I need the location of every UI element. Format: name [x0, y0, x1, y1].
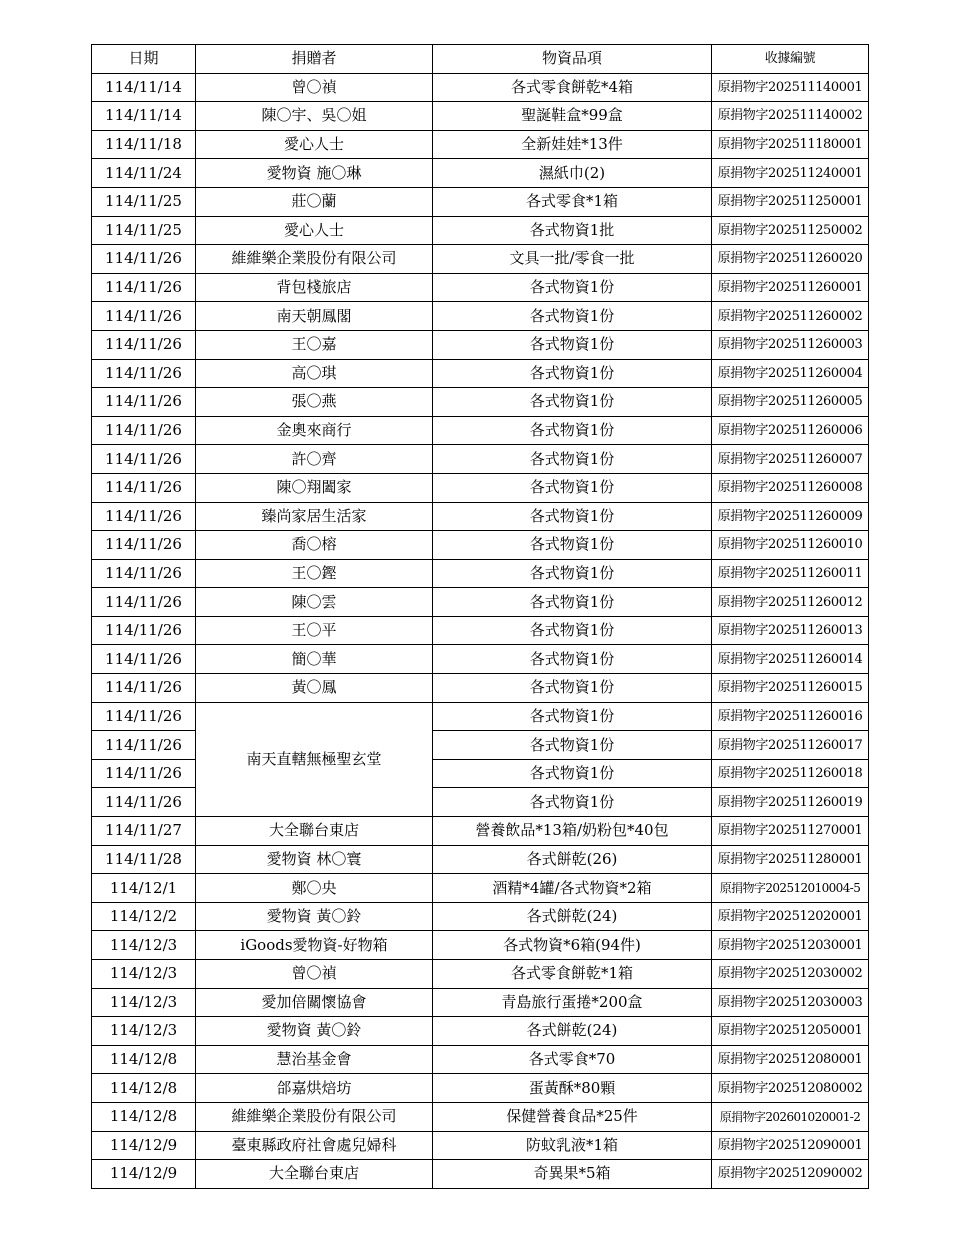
table-row: [92, 874, 869, 903]
table-row: [92, 359, 869, 388]
item-cell: 各式物資1份: [433, 674, 712, 703]
date-cell: 114/11/25: [92, 187, 196, 216]
receipt-cell: 原捐物字202512030002: [712, 960, 869, 989]
donor-cell: 曾〇禎: [196, 960, 433, 989]
date-cell: 114/12/3: [92, 960, 196, 989]
date-cell: 114/11/26: [92, 445, 196, 474]
date-cell: 114/11/26: [92, 588, 196, 617]
receipt-cell: 原捐物字202511260012: [712, 588, 869, 617]
receipt-cell: 原捐物字202512050001: [712, 1017, 869, 1046]
date-cell: 114/12/3: [92, 1017, 196, 1046]
donor-cell: 愛物資 黃〇鈴: [196, 902, 433, 931]
receipt-cell: 原捐物字202511140002: [712, 102, 869, 131]
donor-cell: 郃嘉烘焙坊: [196, 1074, 433, 1103]
date-cell: 114/11/26: [92, 273, 196, 302]
item-cell: 各式物資1份: [433, 473, 712, 502]
donor-cell: 南天朝鳳閣: [196, 302, 433, 331]
receipt-cell: 原捐物字202511260006: [712, 416, 869, 445]
donor-cell: 黃〇鳳: [196, 674, 433, 703]
item-cell: 青島旅行蛋捲*200盒: [433, 988, 712, 1017]
receipt-cell: 原捐物字202512080001: [712, 1045, 869, 1074]
donor-cell: 莊〇蘭: [196, 187, 433, 216]
receipt-cell: 原捐物字202511240001: [712, 159, 869, 188]
table-row: [92, 988, 869, 1017]
receipt-cell: 原捐物字202511260001: [712, 273, 869, 302]
date-cell: 114/12/9: [92, 1160, 196, 1189]
donor-cell: 維維樂企業股份有限公司: [196, 1102, 433, 1131]
donor-cell: 曾〇禎: [196, 73, 433, 102]
item-cell: 各式物資1份: [433, 445, 712, 474]
date-cell: 114/11/26: [92, 388, 196, 417]
date-cell: 114/11/26: [92, 674, 196, 703]
table-row: [92, 73, 869, 102]
item-cell: 各式物資1份: [433, 731, 712, 760]
receipt-cell: 原捐物字202511260005: [712, 388, 869, 417]
item-cell: 各式物資1份: [433, 616, 712, 645]
table-row: [92, 1102, 869, 1131]
donor-cell: 陳〇宇、吳〇姐: [196, 102, 433, 131]
table-row: [92, 473, 869, 502]
table-row: [92, 330, 869, 359]
receipt-cell: 原捐物字202511260010: [712, 531, 869, 560]
table-row: [92, 245, 869, 274]
donor-cell: 愛物資 林〇寰: [196, 845, 433, 874]
donor-cell: 維維樂企業股份有限公司: [196, 245, 433, 274]
date-cell: 114/11/24: [92, 159, 196, 188]
date-cell: 114/11/26: [92, 702, 196, 731]
table-row: [92, 187, 869, 216]
date-cell: 114/12/2: [92, 902, 196, 931]
date-cell: 114/11/26: [92, 531, 196, 560]
item-cell: 各式餅乾(26): [433, 845, 712, 874]
table-row: [92, 502, 869, 531]
receipt-cell: 原捐物字202511260013: [712, 616, 869, 645]
receipt-cell: 原捐物字202511260002: [712, 302, 869, 331]
receipt-cell: 原捐物字202511250002: [712, 216, 869, 245]
date-cell: 114/11/27: [92, 817, 196, 846]
item-cell: 保健營養食品*25件: [433, 1102, 712, 1131]
item-cell: 各式物資1份: [433, 330, 712, 359]
item-cell: 各式物資1份: [433, 588, 712, 617]
receipt-cell: 原捐物字202511260011: [712, 559, 869, 588]
receipt-cell: 原捐物字202511260020: [712, 245, 869, 274]
donor-cell: 高〇琪: [196, 359, 433, 388]
donor-cell: 愛物資 施〇琳: [196, 159, 433, 188]
date-cell: 114/11/28: [92, 845, 196, 874]
date-cell: 114/11/26: [92, 416, 196, 445]
receipt-cell: 原捐物字202511260003: [712, 330, 869, 359]
item-cell: 聖誕鞋盒*99盒: [433, 102, 712, 131]
item-cell: 各式物資1份: [433, 302, 712, 331]
donor-cell: 簡〇華: [196, 645, 433, 674]
receipt-cell: 原捐物字202512080002: [712, 1074, 869, 1103]
donor-cell: 臺東縣政府社會處兒婦科: [196, 1131, 433, 1160]
item-cell: 各式餅乾(24): [433, 902, 712, 931]
table-row: [92, 674, 869, 703]
item-cell: 奇異果*5箱: [433, 1160, 712, 1189]
date-cell: 114/11/26: [92, 645, 196, 674]
table-row: [92, 216, 869, 245]
receipt-cell: 原捐物字202511140001: [712, 73, 869, 102]
receipt-cell: 原捐物字202511260014: [712, 645, 869, 674]
item-cell: 各式物資1份: [433, 702, 712, 731]
table-row: [92, 1131, 869, 1160]
donor-cell: 愛心人士: [196, 130, 433, 159]
receipt-cell: 原捐物字202511260008: [712, 473, 869, 502]
date-cell: 114/11/26: [92, 473, 196, 502]
header-item: 物資品項: [433, 45, 712, 74]
table-row: [92, 416, 869, 445]
date-cell: 114/11/26: [92, 245, 196, 274]
receipt-cell: 原捐物字202511260007: [712, 445, 869, 474]
item-cell: 各式物資1批: [433, 216, 712, 245]
receipt-cell: 原捐物字202511280001: [712, 845, 869, 874]
table-row: [92, 273, 869, 302]
table-row: [92, 960, 869, 989]
receipt-cell: 原捐物字202511270001: [712, 817, 869, 846]
donor-cell: 王〇鏗: [196, 559, 433, 588]
donor-cell: 慧治基金會: [196, 1045, 433, 1074]
item-cell: 各式物資1份: [433, 416, 712, 445]
donor-cell: 張〇燕: [196, 388, 433, 417]
table-row: [92, 531, 869, 560]
receipt-cell: 原捐物字202511180001: [712, 130, 869, 159]
table-row: [92, 445, 869, 474]
item-cell: 各式物資1份: [433, 759, 712, 788]
item-cell: 各式物資1份: [433, 502, 712, 531]
table-row: [92, 302, 869, 331]
date-cell: 114/11/26: [92, 731, 196, 760]
date-cell: 114/11/26: [92, 359, 196, 388]
table-header: [92, 45, 869, 74]
date-cell: 114/11/14: [92, 102, 196, 131]
table-row: [92, 588, 869, 617]
date-cell: 114/11/14: [92, 73, 196, 102]
table-row: [92, 1160, 869, 1189]
merged-donor-cell: 南天直轄無極聖玄堂: [196, 702, 433, 816]
date-cell: 114/11/26: [92, 502, 196, 531]
date-cell: 114/12/3: [92, 931, 196, 960]
date-cell: 114/11/26: [92, 759, 196, 788]
item-cell: 各式零食餅乾*4箱: [433, 73, 712, 102]
item-cell: 蛋黃酥*80顆: [433, 1074, 712, 1103]
donor-cell: 許〇齊: [196, 445, 433, 474]
receipt-cell: 原捐物字202511260004: [712, 359, 869, 388]
table-row: [92, 616, 869, 645]
item-cell: 各式物資*6箱(94件): [433, 931, 712, 960]
item-cell: 各式零食餅乾*1箱: [433, 960, 712, 989]
donor-cell: 陳〇雲: [196, 588, 433, 617]
receipt-cell: 原捐物字202512030001: [712, 931, 869, 960]
table-row: [92, 817, 869, 846]
receipt-cell: 原捐物字202512020001: [712, 902, 869, 931]
receipt-cell: 原捐物字202512090001: [712, 1131, 869, 1160]
item-cell: 營養飲品*13箱/奶粉包*40包: [433, 817, 712, 846]
item-cell: 各式物資1份: [433, 388, 712, 417]
table-row: [92, 902, 869, 931]
date-cell: 114/11/18: [92, 130, 196, 159]
item-cell: 各式物資1份: [433, 531, 712, 560]
table-row: [92, 845, 869, 874]
receipt-cell: 原捐物字202512010004-5: [712, 874, 869, 903]
header-row: [92, 45, 869, 74]
receipt-cell: 原捐物字202511260015: [712, 674, 869, 703]
date-cell: 114/11/26: [92, 616, 196, 645]
table-row: [92, 931, 869, 960]
header-receipt: 收據編號: [712, 45, 869, 74]
item-cell: 文具一批/零食一批: [433, 245, 712, 274]
date-cell: 114/12/8: [92, 1045, 196, 1074]
donor-cell: 愛心人士: [196, 216, 433, 245]
header-donor: 捐贈者: [196, 45, 433, 74]
table-row: [92, 159, 869, 188]
donor-cell: 王〇嘉: [196, 330, 433, 359]
item-cell: 各式物資1份: [433, 788, 712, 817]
receipt-cell: 原捐物字202511260016: [712, 702, 869, 731]
item-cell: 各式餅乾(24): [433, 1017, 712, 1046]
date-cell: 114/11/26: [92, 788, 196, 817]
date-cell: 114/11/26: [92, 330, 196, 359]
receipt-cell: 原捐物字202512030003: [712, 988, 869, 1017]
item-cell: 酒精*4罐/各式物資*2箱: [433, 874, 712, 903]
table-row: [92, 559, 869, 588]
receipt-cell: 原捐物字202512090002: [712, 1160, 869, 1189]
date-cell: 114/12/9: [92, 1131, 196, 1160]
donor-cell: 大全聯台東店: [196, 817, 433, 846]
table-row: [92, 645, 869, 674]
item-cell: 各式物資1份: [433, 559, 712, 588]
donor-cell: 愛加倍關懷協會: [196, 988, 433, 1017]
table-row: [92, 102, 869, 131]
table-row: [92, 702, 869, 731]
date-cell: 114/12/3: [92, 988, 196, 1017]
date-cell: 114/11/26: [92, 302, 196, 331]
donor-cell: 背包棧旅店: [196, 273, 433, 302]
donation-table: [91, 44, 869, 1189]
donor-cell: iGoods愛物資-好物箱: [196, 931, 433, 960]
table-row: [92, 388, 869, 417]
date-cell: 114/12/8: [92, 1074, 196, 1103]
item-cell: 各式物資1份: [433, 645, 712, 674]
item-cell: 防蚊乳液*1箱: [433, 1131, 712, 1160]
donor-cell: 大全聯台東店: [196, 1160, 433, 1189]
receipt-cell: 原捐物字202511260009: [712, 502, 869, 531]
item-cell: 各式物資1份: [433, 273, 712, 302]
table-body: [92, 73, 869, 1188]
item-cell: 各式零食*70: [433, 1045, 712, 1074]
item-cell: 全新娃娃*13件: [433, 130, 712, 159]
item-cell: 濕紙巾(2): [433, 159, 712, 188]
receipt-cell: 原捐物字202511250001: [712, 187, 869, 216]
table-row: [92, 130, 869, 159]
receipt-cell: 原捐物字202511260018: [712, 759, 869, 788]
receipt-cell: 原捐物字202511260017: [712, 731, 869, 760]
header-date: 日期: [92, 45, 196, 74]
donor-cell: 陳〇翔闔家: [196, 473, 433, 502]
table-row: [92, 1045, 869, 1074]
date-cell: 114/11/25: [92, 216, 196, 245]
receipt-cell: 原捐物字202511260019: [712, 788, 869, 817]
donor-cell: 金奧來商行: [196, 416, 433, 445]
table-row: [92, 1017, 869, 1046]
item-cell: 各式零食*1箱: [433, 187, 712, 216]
donor-cell: 臻尚家居生活家: [196, 502, 433, 531]
donor-cell: 喬〇榕: [196, 531, 433, 560]
date-cell: 114/12/1: [92, 874, 196, 903]
item-cell: 各式物資1份: [433, 359, 712, 388]
date-cell: 114/11/26: [92, 559, 196, 588]
donor-cell: 愛物資 黃〇鈴: [196, 1017, 433, 1046]
receipt-cell: 原捐物字202601020001-2: [712, 1102, 869, 1131]
date-cell: 114/12/8: [92, 1102, 196, 1131]
donor-cell: 鄭〇央: [196, 874, 433, 903]
table-row: [92, 1074, 869, 1103]
donor-cell: 王〇平: [196, 616, 433, 645]
